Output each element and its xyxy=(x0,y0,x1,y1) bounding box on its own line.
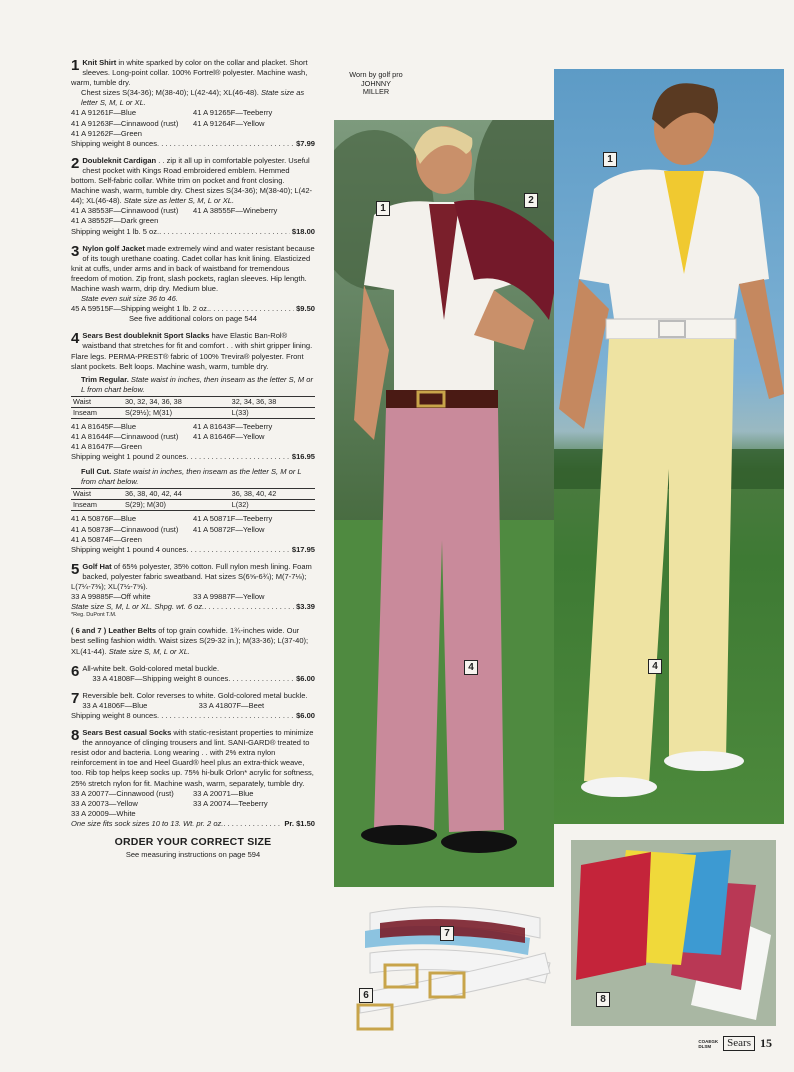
item-4-slacks xyxy=(71,331,315,555)
chart-cell: L(32) xyxy=(230,500,315,511)
see-colors-note: See five additional colors on page 544 xyxy=(129,314,257,324)
price: $6.00 xyxy=(296,673,315,683)
shipping-weight: Shipping weight 8 ounces xyxy=(71,138,158,148)
item-sizes: Chest sizes S(34-36); M(38-40); L(42-44); XL(46-48). xyxy=(81,88,259,98)
sku: 33 A 99887F—Yellow xyxy=(193,592,265,602)
order-size-heading: ORDER YOUR CORRECT SIZE xyxy=(114,836,272,848)
belts-illustration xyxy=(340,893,560,1038)
shipping-line xyxy=(71,819,315,829)
item-title: Sears Best casual Socks xyxy=(82,728,172,738)
item-number: 6 xyxy=(71,662,80,680)
shipping-weight: Shipping weight 8 ounces xyxy=(71,710,158,720)
item-3-golf-jacket xyxy=(71,244,315,325)
item-size-note: State size as letter S, M, L or XL. xyxy=(81,88,305,108)
item-8-socks xyxy=(71,728,315,829)
photo-socks xyxy=(571,840,776,1026)
chart-row-label: Waist xyxy=(71,396,123,407)
item-number: 5 xyxy=(71,560,80,578)
item-description: Reversible belt. Color reverses to white. Gold-colored metal buckle. xyxy=(82,690,308,700)
chart-row-label: Waist xyxy=(71,489,123,500)
sku: 33 A 20077—Cinnawood (rust) xyxy=(71,788,174,798)
shipping-line xyxy=(71,545,315,555)
sku: 33 A 20071—Blue xyxy=(193,788,254,798)
sku: 33 A 20073—Yellow xyxy=(71,798,138,808)
item-description: have Elastic Ban-Rol® waistband that stretches for fit and comfort . . with shirt gripper lining. Flare legs. PERMA-PREST® fabric of 100% Trevira® polyester. Front slant pockets. Belt loops. Machine wash, warm, tumble dry. xyxy=(71,331,313,371)
item-description: made extremely wind and water resistant because of its tough urethane coating. Cadet collar has knit lining. Elasticized knit at cuffs, under arms and in back of waistband for tremendous freedom of motion. Zip front, slash pockets, raglan sleeves. Hip length. Machine wash warm, drip dry. Medium blue. xyxy=(71,243,315,293)
full-cut-note: State waist in inches, then inseam as the letter S, M or L from chart below. xyxy=(81,467,302,487)
shipping-line xyxy=(71,711,315,721)
chart-cell: 32, 34, 36, 38 xyxy=(230,396,315,407)
credit-line: Worn by golf pro xyxy=(349,70,403,79)
catalog-code: DLSM xyxy=(698,1043,712,1049)
callout-marker: 2 xyxy=(524,193,538,208)
callout-marker: 4 xyxy=(648,659,662,674)
product-copy-column xyxy=(71,58,315,860)
sku-row xyxy=(71,442,315,452)
item-title: Golf Hat xyxy=(82,561,112,571)
item-description: in white sparked by color on the collar and placket. Short sleeves. Long-point collar. 100% Fortrel® polyester. Machine wash, warm, tumble dry. xyxy=(71,58,308,88)
item-number: 8 xyxy=(71,727,80,745)
item-description: All-white belt. Gold-colored metal buckle. xyxy=(82,663,220,673)
catalog-codes xyxy=(698,1039,718,1049)
item-number: 3 xyxy=(71,242,80,260)
shipping-weight: 33 A 41808F—Shipping weight 8 ounces xyxy=(92,673,229,683)
sku: 41 A 81644F—Cinnawood (rust) xyxy=(71,432,179,441)
callout-marker: 1 xyxy=(376,201,390,216)
item-number: 2 xyxy=(71,154,80,172)
photo-model-yellow-slacks xyxy=(554,69,784,824)
sku: 41 A 91264F—Yellow xyxy=(193,118,265,128)
item-title: Sears Best doubleknit Sport Slacks xyxy=(82,331,210,341)
sku: 33 A 20074—Teeberry xyxy=(193,798,268,808)
price: $16.95 xyxy=(291,452,315,462)
shipping-weight: 45 A 59515F—Shipping weight 1 lb. 2 oz. xyxy=(71,304,210,314)
shipping-weight: Shipping weight 1 lb. 5 oz. xyxy=(71,226,160,236)
sku-row xyxy=(71,129,315,139)
sku: 33 A 20009—White xyxy=(71,808,136,818)
sku: 41 A 91261F—Blue xyxy=(71,108,137,118)
item-description: of 65% polyester, 35% cotton. Full nylon mesh lining. Foam backed, polyester fabric sweatband. Hat sizes S(6⅝-6¾); M(7-7⅛); L(7¼-7⅜); XL(7½-7⅝). xyxy=(71,561,312,592)
trademark-footnote: *Reg. DuPont T.M. xyxy=(71,612,117,619)
price: $17.95 xyxy=(291,544,315,554)
sku-row xyxy=(71,525,315,535)
sku: 41 A 50873F—Cinnawood (rust) xyxy=(71,524,179,534)
sku: 41 A 81643F—Teeberry xyxy=(193,421,273,431)
sku-row xyxy=(71,432,315,442)
sku: 41 A 38555F—Wineberry xyxy=(193,206,278,216)
sku: 41 A 81645F—Blue xyxy=(71,421,137,431)
sku-row xyxy=(71,799,315,809)
item-size-note: State size as letter S, M, L or XL. xyxy=(123,196,235,206)
sku-row xyxy=(71,108,315,118)
item-7-reversible-belt xyxy=(71,691,315,721)
shipping-line xyxy=(71,227,315,237)
sku-row xyxy=(71,216,315,226)
sears-logo: Sears xyxy=(723,1036,755,1051)
shipping-line xyxy=(82,674,315,684)
page-footer xyxy=(698,1036,772,1051)
shipping-weight: Shipping weight 1 pound 2 ounces xyxy=(71,452,187,462)
trim-regular-note: State waist in inches, then inseam as the letter S, M or L from chart below. xyxy=(81,374,313,394)
sku: 41 A 50871F—Teeberry xyxy=(193,514,273,524)
sku: 33 A 41807F—Beet xyxy=(198,700,265,710)
chart-cell: L(33) xyxy=(230,407,315,418)
shipping-line xyxy=(71,304,315,314)
sku-row xyxy=(71,592,315,602)
credit-line: JOHNNY xyxy=(361,78,391,88)
sku-row xyxy=(71,514,315,524)
callout-marker: 4 xyxy=(464,660,478,675)
callout-marker: 8 xyxy=(596,992,610,1007)
trim-regular-title: Trim Regular. xyxy=(81,374,129,384)
sku: 41 A 50874F—Green xyxy=(71,534,142,544)
shipping-weight: One size fits sock sizes 10 to 13. Wt. pr. 2 oz. xyxy=(71,818,224,828)
price: $3.39 xyxy=(296,602,315,612)
item-number: 1 xyxy=(71,57,80,74)
model-illustration xyxy=(334,120,554,887)
price: $9.50 xyxy=(296,304,315,314)
full-cut-title: Full Cut. xyxy=(81,467,112,477)
chart-row-label: Inseam xyxy=(71,407,123,418)
item-size-note: State even suit size 36 to 46. xyxy=(81,294,178,304)
model-illustration xyxy=(554,69,784,824)
sku-row xyxy=(82,701,315,711)
item-6-white-belt xyxy=(71,664,315,684)
photo-credit xyxy=(336,71,416,97)
callout-marker: 7 xyxy=(440,926,454,941)
sku-row xyxy=(71,535,315,545)
shipping-weight: State size S, M, L or XL. Shpg. wt. 6 oz. xyxy=(71,602,205,612)
price: $6.00 xyxy=(296,710,315,720)
chart-cell: S(29½); M(31) xyxy=(123,407,230,418)
item-1-knit-shirt xyxy=(71,58,315,149)
sku-row xyxy=(71,119,315,129)
item-title: Knit Shirt xyxy=(82,58,117,67)
sku: 41 A 50872F—Yellow xyxy=(193,524,265,534)
item-number: 4 xyxy=(71,330,80,348)
price: $7.99 xyxy=(296,138,315,148)
catalog-code: COAEGK xyxy=(698,1038,719,1044)
sku: 41 A 91263F—Cinnawood (rust) xyxy=(71,118,179,128)
sku-row xyxy=(71,422,315,432)
sku: 41 A 91265F—Teeberry xyxy=(193,108,273,118)
sku-row xyxy=(71,809,315,819)
chart-cell: S(29); M(30) xyxy=(123,500,230,511)
belts-description: of top grain cowhide. 1¾-inches wide. Our best selling fashion width. Waist sizes S(29-32 in.); M(33-36); L(37-40); XL(41-44). xyxy=(71,626,309,656)
photo-model-pink-slacks xyxy=(334,120,554,887)
sku: 33 A 41806F—Blue xyxy=(82,700,148,710)
item-title: Nylon golf Jacket xyxy=(82,243,145,253)
chart-cell: 30, 32, 34, 36, 38 xyxy=(123,396,230,407)
belts-title: ( 6 and 7 ) Leather Belts xyxy=(71,626,157,636)
chart-cell: 36, 38, 40, 42, 44 xyxy=(123,489,230,500)
sku: 41 A 81647F—Green xyxy=(71,442,142,452)
callout-marker: 1 xyxy=(603,152,617,167)
price: $18.00 xyxy=(291,226,315,236)
shipping-line xyxy=(71,139,315,149)
price: Pr. $1.50 xyxy=(284,818,315,828)
shipping-line xyxy=(71,452,315,462)
sku: 41 A 81646F—Yellow xyxy=(193,432,265,441)
sku: 41 A 38553F—Cinnawood (rust) xyxy=(71,206,179,216)
shipping-line xyxy=(71,602,315,612)
trim-regular-size-chart xyxy=(71,396,315,419)
chart-cell: 36, 38, 40, 42 xyxy=(230,489,315,500)
shipping-weight: Shipping weight 1 pound 4 ounces xyxy=(71,544,187,554)
sku: 41 A 91262F—Green xyxy=(71,128,142,138)
belts-intro xyxy=(71,626,315,656)
item-title: Doubleknit Cardigan xyxy=(82,155,157,165)
item-2-cardigan xyxy=(71,156,315,237)
full-cut-size-chart xyxy=(71,488,315,511)
belts-size-note: State size S, M, L or XL. xyxy=(106,646,190,656)
item-number: 7 xyxy=(71,689,80,707)
item-description: . . zip it all up in comfortable polyester. Useful chest pocket with Kings Road embroidered emblem. Hemmed bottom. Self-fabric collar. White trim on pocket and front closing. Machine wash, warm, tumble dry. Chest sizes S(34-36); M(38-40); L(42-44); XL(46-48). xyxy=(71,155,313,206)
photo-belts xyxy=(340,893,560,1038)
page-number: 15 xyxy=(760,1036,772,1050)
credit-line: MILLER xyxy=(362,87,390,96)
sku-row xyxy=(71,206,315,216)
item-description: with static-resistant properties to minimize the annoyance of clinging trousers and lint. SANI-GARD® treated to resist odor and bacteria. Long wearing . . with 2% extra nylon reinforcement in toe and Heel Guard® heel plus an extra-thick weave, too. Rib top helps keep socks up. 75% hi-bulk Orlon* acrylic for softness, 25% stretch nylon for fit. Machine wash, warm, separately, tumble dry. xyxy=(71,728,314,788)
sku-row xyxy=(71,789,315,799)
chart-row-label: Inseam xyxy=(71,500,123,511)
sku: 41 A 38552F—Dark green xyxy=(71,216,159,226)
item-5-golf-hat xyxy=(71,562,315,619)
sku: 41 A 50876F—Blue xyxy=(71,514,137,524)
sku: 33 A 99885F—Off white xyxy=(71,592,151,602)
callout-marker: 6 xyxy=(359,988,373,1003)
measuring-instructions-note: See measuring instructions on page 594 xyxy=(125,850,261,860)
